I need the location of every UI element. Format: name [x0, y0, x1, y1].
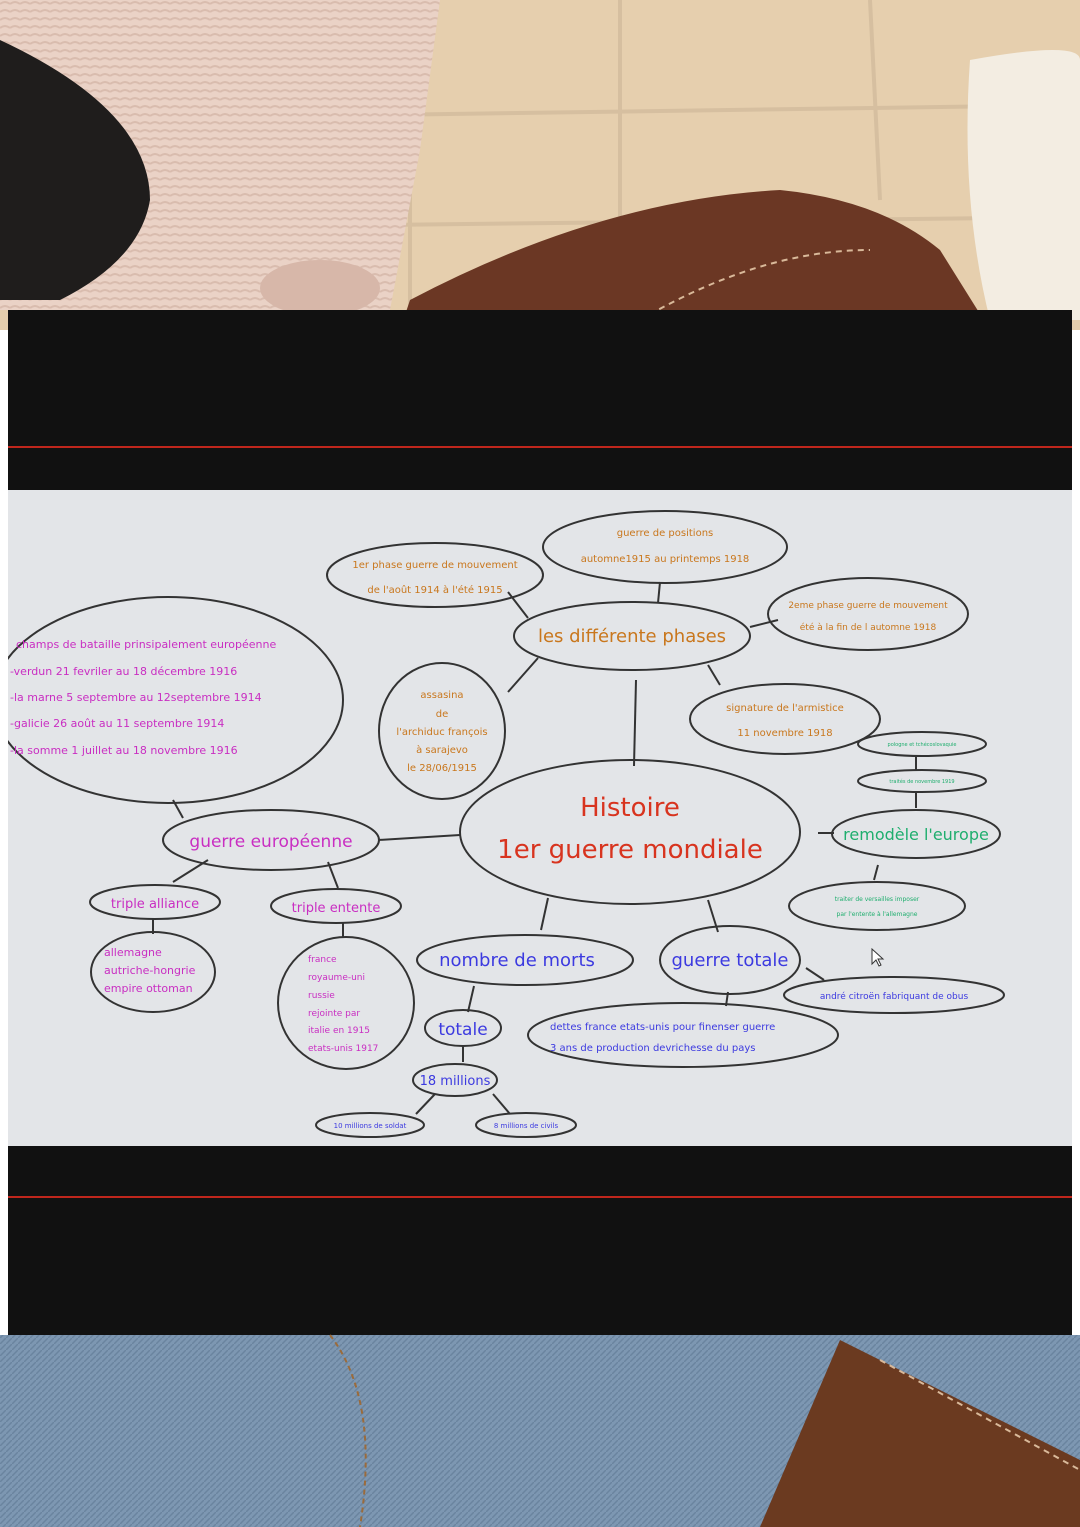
entente-member-4: rejointe par — [308, 1009, 361, 1019]
remodel-europe-label: remodèle l'europe — [843, 825, 989, 844]
deaths-total-value: 18 millions — [419, 1074, 491, 1089]
deaths-total-label: totale — [438, 1020, 488, 1040]
assassination-line-3: l'archiduc françois — [396, 727, 488, 738]
phases-node[interactable] — [514, 602, 750, 670]
battlefields-line-3: -la marne 5 septembre au 12septembre 1914 — [10, 691, 262, 704]
citroen-label: andré citroën fabriquant de obus — [819, 992, 969, 1002]
assassination-line-5: le 28/06/1915 — [407, 763, 477, 774]
alliance-member-2: autriche-hongrie — [104, 964, 196, 977]
entente-member-6: etats-unis 1917 — [308, 1044, 379, 1054]
european-war-label: guerre européenne — [189, 832, 353, 852]
phase2-node[interactable] — [768, 578, 968, 650]
civilian-deaths-label: 8 millions de civils — [493, 1122, 559, 1130]
mind-map-canvas — [8, 490, 1072, 1146]
battlefields-line-1: champs de bataille prinsipalement européenne — [16, 638, 277, 651]
civilian-deaths-node[interactable] — [476, 1113, 576, 1137]
positions-war-node[interactable] — [543, 511, 787, 583]
alliance-member-1: allemagne — [104, 946, 162, 959]
triple-entente-node[interactable] — [271, 889, 401, 923]
assassination-node[interactable] — [379, 663, 505, 799]
alliance-members-node[interactable] — [91, 932, 215, 1012]
soldier-deaths-node[interactable] — [316, 1113, 424, 1137]
total-war-label: guerre totale — [671, 950, 789, 971]
armistice-node[interactable] — [690, 684, 880, 754]
armistice-title: signature de l'armistice — [726, 703, 844, 714]
deaths-total-node[interactable] — [425, 1010, 501, 1046]
versailles-node[interactable] — [789, 882, 965, 930]
entente-member-2: royaume-uni — [308, 973, 366, 983]
phase2-title: 2eme phase guerre de mouvement — [788, 601, 948, 611]
armistice-date: 11 novembre 1918 — [737, 728, 833, 739]
alliance-member-3: empire ottoman — [104, 982, 193, 995]
entente-member-1: france — [308, 955, 337, 965]
triple-entente-label: triple entente — [291, 901, 381, 916]
battlefields-line-2: -verdun 21 fevriler au 18 décembre 1916 — [10, 665, 238, 678]
deaths-label: nombre de morts — [439, 950, 595, 971]
triple-alliance-node[interactable] — [90, 885, 220, 919]
war-debts-node[interactable] — [528, 1003, 838, 1067]
pointer-arrow-icon — [870, 948, 886, 968]
deaths-node[interactable] — [417, 935, 633, 985]
soldier-deaths-label: 10 millions de soldat — [333, 1122, 407, 1130]
positions-war-title: guerre de positions — [616, 528, 714, 539]
battlefields-node[interactable] — [8, 597, 343, 803]
deaths-total-value-node[interactable] — [413, 1064, 497, 1096]
total-war-node[interactable] — [660, 926, 800, 994]
versailles-line-2: par l'entente à l'allemagne — [836, 911, 918, 918]
center-title: Histoire — [580, 793, 680, 823]
battlefields-line-4: -galicie 26 août au 11 septembre 1914 — [10, 717, 225, 730]
mind-map — [8, 490, 1072, 1146]
phases-label: les différente phases — [537, 626, 727, 647]
treaties-node[interactable] — [858, 770, 986, 792]
center-subtitle: 1er guerre mondiale — [497, 835, 763, 865]
center-node[interactable] — [460, 760, 800, 904]
phase1-title: 1er phase guerre de mouvement — [352, 560, 518, 571]
treaties-label: traités de novembre 1919 — [889, 779, 955, 785]
poland-node[interactable] — [858, 732, 986, 756]
entente-members-node[interactable] — [278, 937, 414, 1069]
poland-label: pologne et tchécoslovaquie — [887, 742, 957, 748]
triple-alliance-label: triple alliance — [110, 897, 200, 912]
phase1-dates: de l'août 1914 à l'été 1915 — [367, 585, 503, 596]
entente-member-5: italie en 1915 — [308, 1026, 370, 1036]
phase1-node[interactable] — [327, 543, 543, 607]
positions-war-dates: automne1915 au printemps 1918 — [580, 554, 750, 565]
entente-member-3: russie — [308, 991, 335, 1001]
european-war-node[interactable] — [163, 810, 379, 870]
remodel-europe-node[interactable] — [832, 810, 1000, 858]
phase2-dates: été à la fin de l automne 1918 — [799, 623, 937, 633]
assassination-line-1: assasina — [420, 690, 464, 701]
war-debts-line-1: dettes france etats-unis pour finenser guerre — [550, 1022, 776, 1033]
battlefields-line-5: -la somme 1 juillet au 18 novembre 1916 — [10, 744, 238, 757]
assassination-line-4: à sarajevo — [416, 745, 468, 756]
war-debts-line-2: 3 ans de production devrichesse du pays — [550, 1043, 756, 1054]
versailles-line-1: traiter de versailles imposer — [834, 896, 920, 903]
citroen-node[interactable] — [784, 977, 1004, 1013]
assassination-line-2: de — [435, 709, 449, 720]
